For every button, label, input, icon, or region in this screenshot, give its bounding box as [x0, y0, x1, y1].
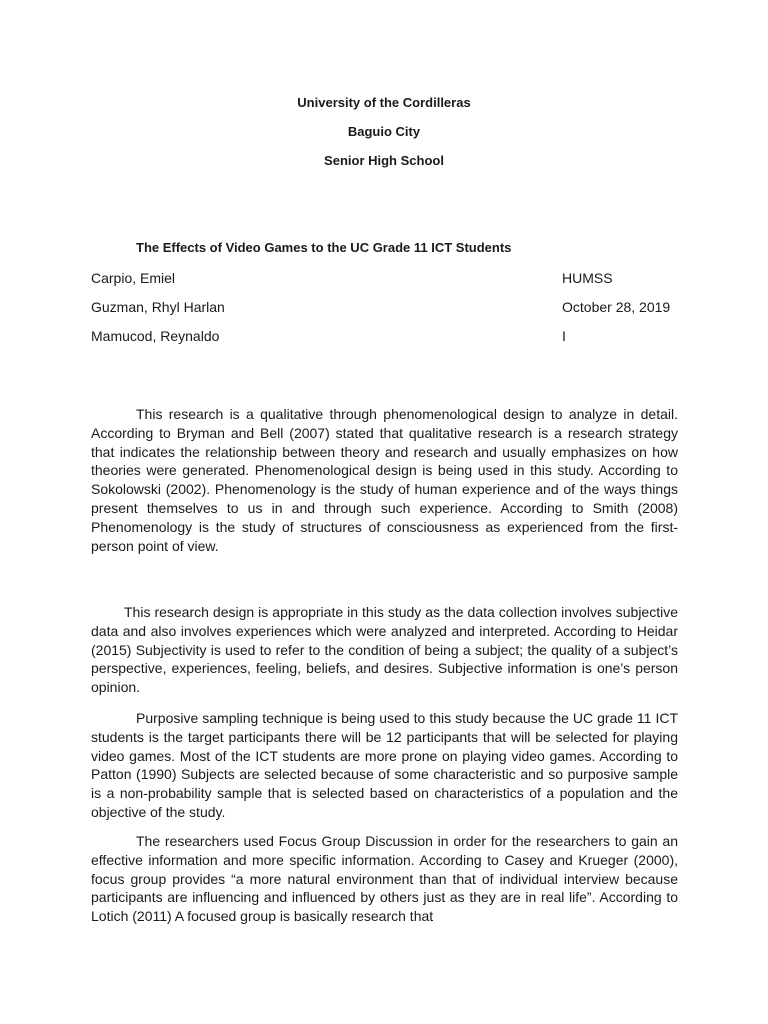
author-3: Mamucod, Reynaldo: [91, 328, 220, 344]
university-name: University of the Cordilleras: [297, 95, 471, 110]
school-name: Senior High School: [324, 153, 444, 168]
paragraph-3: Purposive sampling technique is being used to this study because the UC grade 11 ICT students is the target participants there will be 12 participants that will be selected for playing video games. Most of the ICT students are more prone on playing video games. According to Patton (1990) Subjects are selected because of some characteristic and so purposive sample is a non-probability sample that is selected based on characteristics of a population and the objective of the study.: [91, 710, 678, 820]
city-name: Baguio City: [347, 124, 421, 139]
paragraph-4: The researchers used Focus Group Discussion in order for the researchers to gain an effective information and more specific information. According to Casey and Krueger (2000), focus group provides “a more natural environment than that of individual interview because participants are influencing and influenced by others just as they are in real life”. According to Lotich (2011) A focused group is basically research that: [91, 833, 678, 925]
paper-title: The Effects of Video Games to the UC Grade 11 ICT Students: [136, 240, 512, 255]
paragraph-2: This research design is appropriate in this study as the data collection involves subjective data and also involves experiences which were analyzed and interpreted. According to Heidar (2015) Subjectivity is used to refer to the condition of being a subject; the quality of a subject’s perspective, experiences, feeling, beliefs, and desires. Subjective information is one’s person opinion.: [91, 604, 678, 696]
date-label: October 28, 2019: [562, 299, 671, 315]
author-1: Carpio, Emiel: [91, 270, 176, 286]
section-label: I: [562, 328, 566, 344]
paragraph-1: This research is a qualitative through phenomenological design to analyze in detail. According to Bryman and Bell (2007) stated that qualitative research is a research strategy that indicates the relationship between theory and research and usually emphasizes on how theories were generated. Phenomenological design is being used in this study. According to Sokolowski (2002). Phenomenology is the study of human experience and of the ways things present themselves to us in and through such experience. According to Smith (2008) Phenomenology is the study of structures of consciousness as experienced from the first-person point of view.: [91, 406, 678, 554]
strand-label: HUMSS: [562, 270, 613, 286]
author-2: Guzman, Rhyl Harlan: [91, 299, 225, 315]
